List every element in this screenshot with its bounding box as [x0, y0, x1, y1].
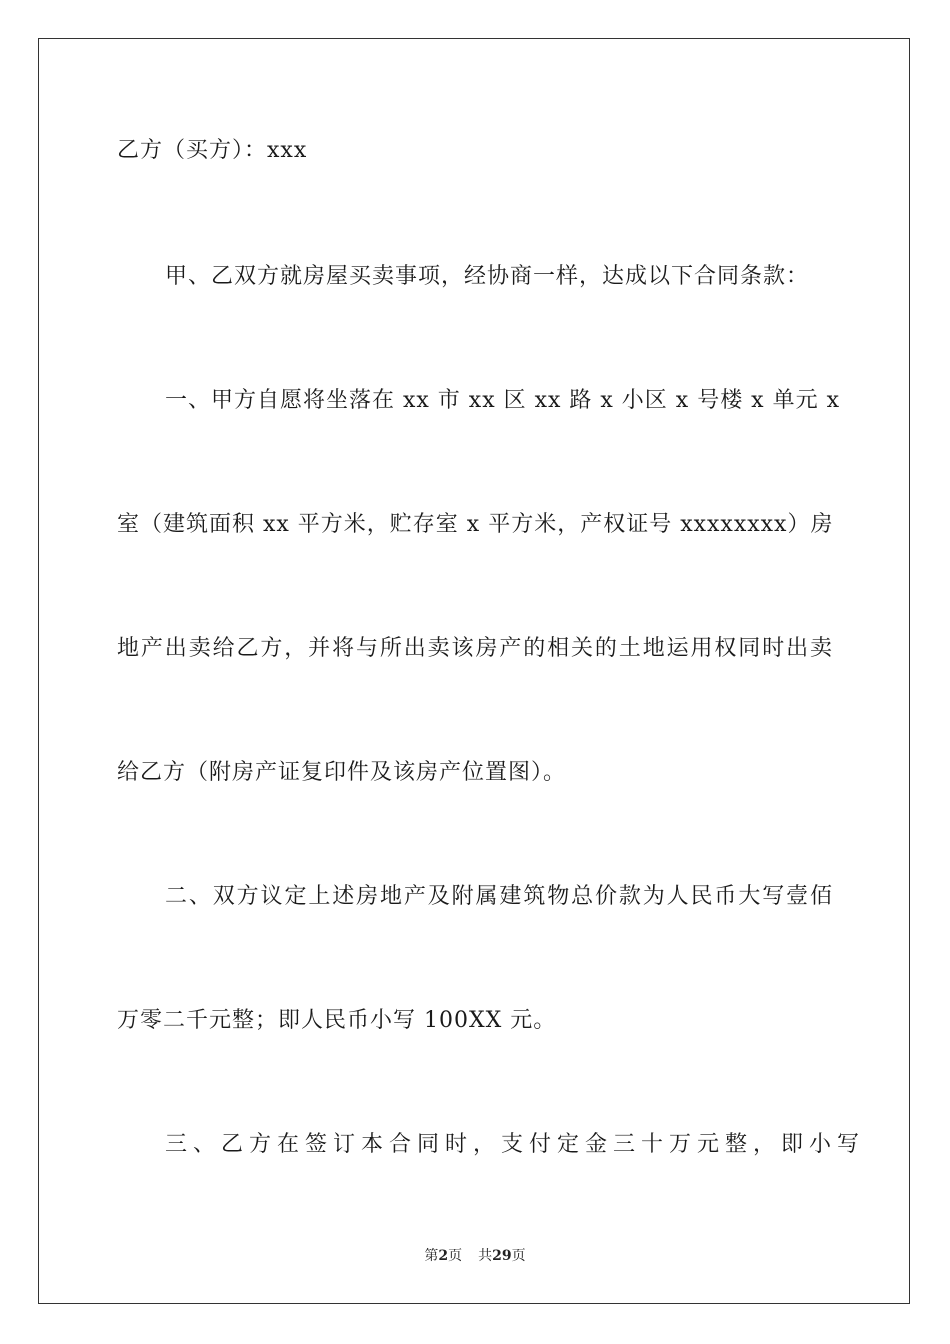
- clause-1-line-3: 地产出卖给乙方，并将与所出卖该房产的相关的土地运用权同时出卖: [117, 636, 833, 661]
- clause-2-line-2: 万零二千元整；即人民币小写 100XX 元。: [117, 1008, 557, 1033]
- clause-3-line-1: 三、乙方在签订本合同时，支付定金三十万元整，即小写: [165, 1132, 866, 1157]
- footer-total-prefix: 共: [478, 1248, 493, 1264]
- footer-page-number: 2: [438, 1248, 449, 1264]
- footer-total-suffix: 页: [511, 1248, 526, 1264]
- footer-page-prefix: 第: [424, 1248, 439, 1264]
- footer-page-suffix: 页: [448, 1248, 463, 1264]
- page-footer: [0, 1246, 950, 1266]
- clause-1-line-1: 一、甲方自愿将坐落在 xx 市 xx 区 xx 路 x 小区 x 号楼 x 单元 x: [165, 388, 840, 413]
- preamble-line: 甲、乙双方就房屋买卖事项，经协商一样，达成以下合同条款：: [165, 264, 810, 289]
- clause-2-line-1: 二、双方议定上述房地产及附属建筑物总价款为人民币大写壹佰: [165, 884, 833, 909]
- footer-total-pages: 29: [492, 1248, 512, 1264]
- page-border: [38, 38, 910, 1304]
- clause-1-line-2: 室（建筑面积 xx 平方米，贮存室 x 平方米，产权证号 xxxxxxxx）房: [117, 512, 834, 537]
- buyer-line: 乙方（买方）：xxx: [117, 138, 308, 163]
- clause-1-line-4: 给乙方（附房产证复印件及该房产位置图）。: [117, 760, 567, 785]
